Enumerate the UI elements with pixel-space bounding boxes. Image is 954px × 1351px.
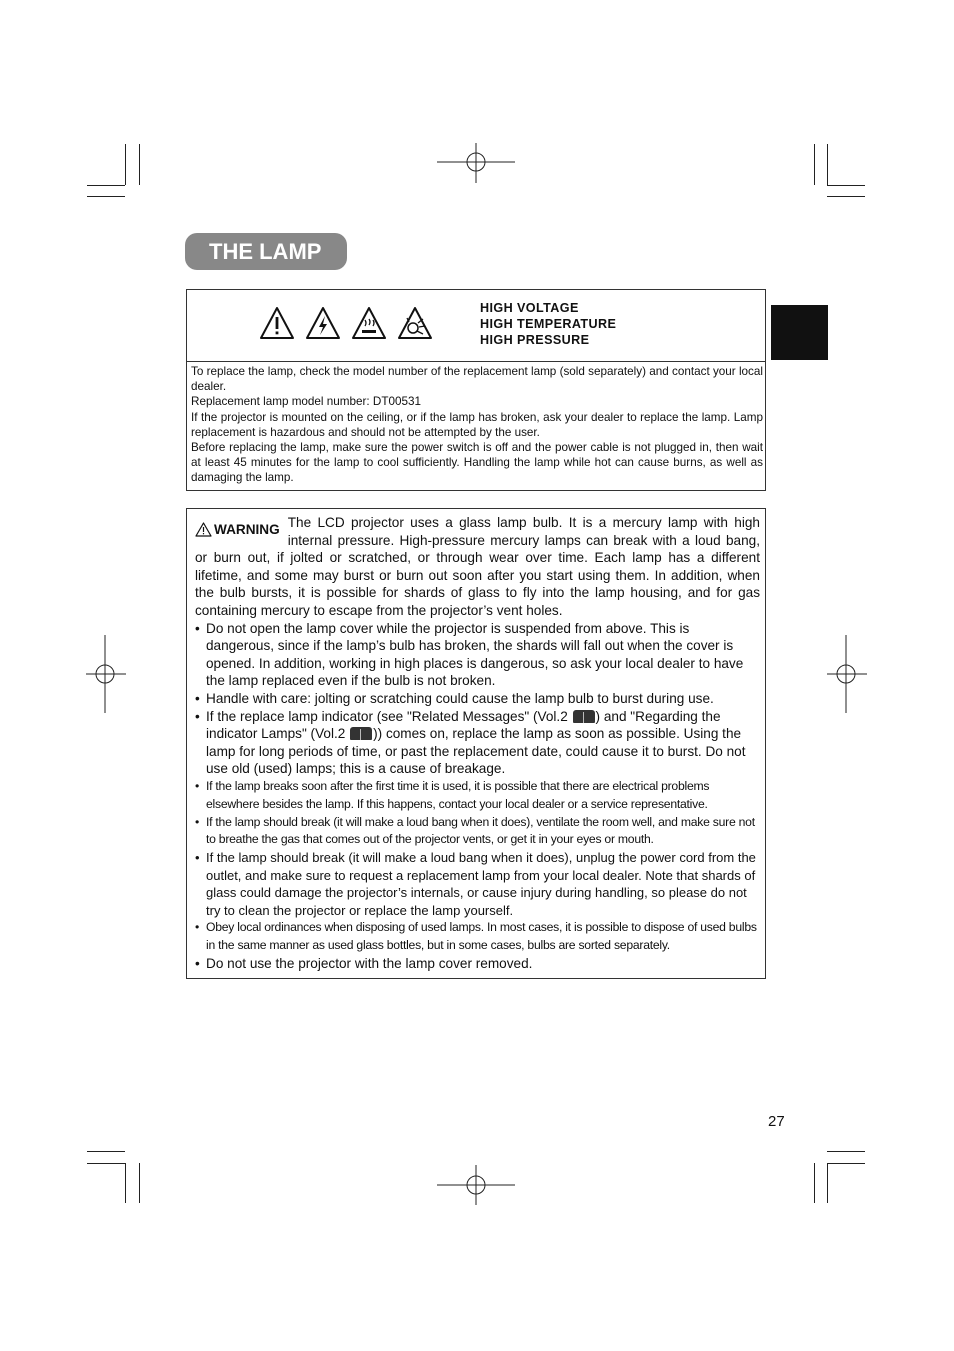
warning-label-text: WARNING <box>214 522 280 537</box>
warning-triangle-icon <box>259 306 295 340</box>
warning-triangle-icon <box>195 522 212 537</box>
hazard-icon-row <box>259 306 433 342</box>
warning-box <box>186 508 766 979</box>
list-item-indicator <box>195 708 760 778</box>
hazard-label-pressure: HIGH PRESSURE <box>480 333 590 347</box>
list-item: • If the lamp should break (it will make a loud bang when it does), ventilate the room well, and make sure not to breathe the gas that comes out of the projector vents, or get it in your eyes or mouth. <box>195 814 760 850</box>
hazard-label-voltage: HIGH VOLTAGE <box>480 301 579 315</box>
high-voltage-icon <box>305 306 341 340</box>
list-item: • If the lamp breaks soon after the first time it is used, it is possible that there are electrical problems elsewhere besides the lamp. If this happens, contact your local dealer or a service representative. <box>195 778 760 814</box>
indicator-text-1: If the replace lamp indicator (see "Related Messages" (Vol.2 <box>206 708 572 724</box>
registration-mark-right <box>827 635 867 713</box>
indicator-text-2: ) and "Regarding the indicator Lamps" (Vol.2 <box>206 708 721 742</box>
registration-mark-bottom <box>437 1165 517 1205</box>
hazard-label-temperature: HIGH TEMPERATURE <box>480 317 617 331</box>
hazard-paragraph: If the projector is mounted on the ceiling, or if the lamp has broken, ask your dealer to replace the lamp. Lamp replacement is hazardous and should not be attempted by the user. <box>191 410 763 439</box>
list-item: • Do not open the lamp cover while the projector is suspended from above. This is dangerous, since if the lamp’s bulb has broken, the shards will fall out when the cover is opened. In addition, working in high places is dangerous, so ask your local dealer to have the lamp replaced even if the bulb is not broken. <box>195 620 760 690</box>
high-pressure-icon <box>397 306 433 340</box>
indicator-text-3: )) comes on, replace the lamp as soon as possible. Using the lamp for long periods of time, or past the replacement date, could cause it to burst. Do not use old (used) lamps; this is a cause of breakage. <box>206 726 746 777</box>
list-item: • If the lamp should break (it will make a loud bang when it does), unplug the power cord from the outlet, and make sure to request a replacement lamp from your local dealer. Note that shards of glass could damage the projector’s internals, or cause injury during handling, so please do not try to clean the projector or replace the lamp yourself. <box>195 849 760 919</box>
book-icon <box>350 727 372 740</box>
warning-label <box>195 521 280 539</box>
list-item: • Handle with care: jolting or scratching could cause the lamp bulb to burst during use. <box>195 690 760 708</box>
hazard-header <box>187 290 765 362</box>
registration-mark-left <box>86 635 126 713</box>
high-temperature-icon <box>351 306 387 340</box>
warning-bullet-list <box>195 620 760 973</box>
hazard-notice-box <box>186 289 766 491</box>
registration-mark-top <box>437 143 517 183</box>
model-number-line: Replacement lamp model number: DT00531 <box>191 395 421 409</box>
hazard-paragraph: Before replacing the lamp, make sure the power switch is off and the power cable is not plugged in, then wait at least 45 minutes for the lamp to cool sufficiently. Handling the lamp while hot can cause burns, as well as damaging the lamp. <box>191 441 763 485</box>
hazard-labels <box>480 300 616 348</box>
book-icon <box>573 710 595 723</box>
hazard-body <box>191 364 763 486</box>
list-item: • Do not use the projector with the lamp cover removed. <box>195 955 760 973</box>
list-item: • Obey local ordinances when disposing of used lamps. In most cases, it is possible to dispose of used bulbs in the same manner as used glass bottles, but in some cases, bulbs are sorted separately. <box>195 919 760 955</box>
section-tab-marker <box>771 305 828 360</box>
page-number: 27 <box>768 1113 785 1130</box>
page-title: THE LAMP <box>185 233 347 270</box>
hazard-paragraph: To replace the lamp, check the model number of the replacement lamp (sold separately) and contact your local dealer. <box>191 365 763 394</box>
warning-intro: The LCD projector uses a glass lamp bulb. It is a mercury lamp with high internal pressure. High-pressure mercury lamps can break with a loud bang, or burn out, if jolted or scratched, or through wear over time. Each lamp has a different lifetime, and some may burst or burn out soon after you start using them. In addition, when the bulb bursts, it is possible for shards of glass to fly into the lamp housing, and for gas containing mercury to escape from the projector’s vent holes. <box>195 515 760 618</box>
